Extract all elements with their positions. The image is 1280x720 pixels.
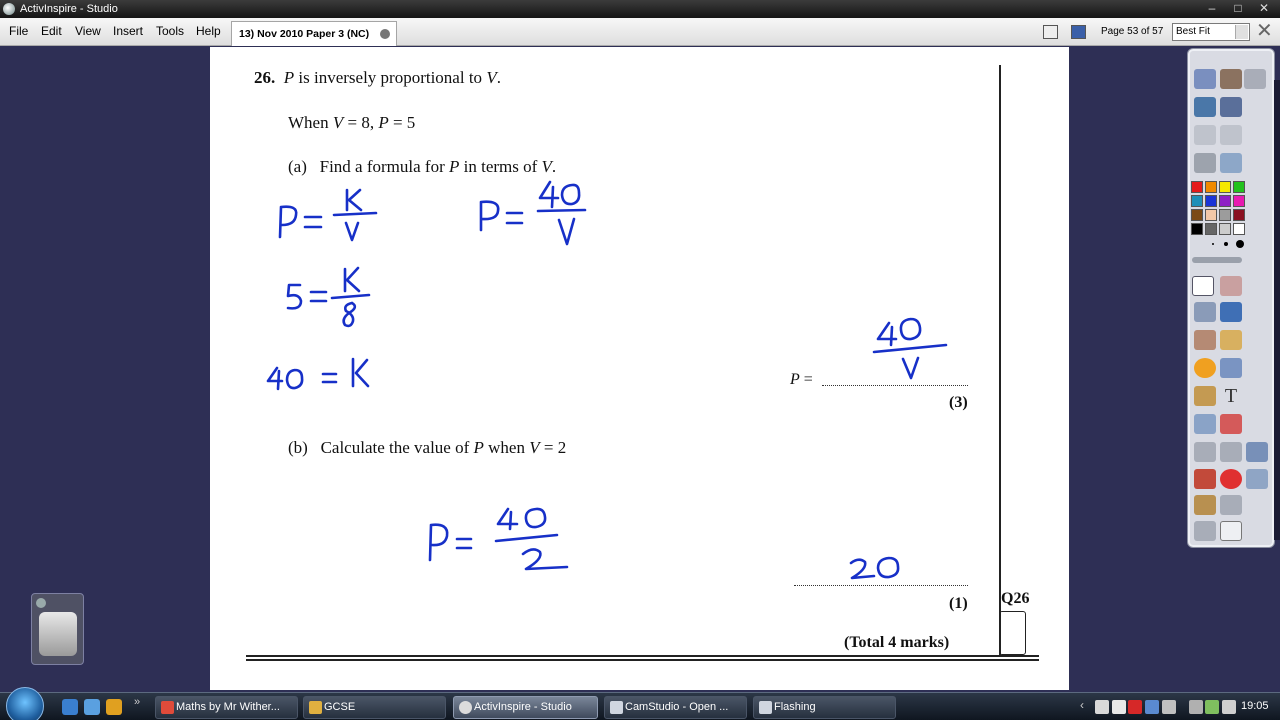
marks-b: (1) — [949, 595, 968, 612]
stem-var-p: P — [283, 68, 295, 87]
taskbar-clock[interactable]: 19:05 — [1241, 700, 1269, 712]
eraser-icon[interactable] — [1194, 330, 1216, 350]
part-a-text2: in terms of — [459, 157, 542, 176]
marks-a: (3) — [949, 394, 968, 411]
pin-icon[interactable] — [1220, 495, 1242, 515]
shape-tool-icon[interactable] — [1194, 358, 1216, 378]
magic-ink-icon[interactable] — [1220, 330, 1242, 350]
given-end: = 5 — [388, 113, 416, 132]
text-tool-icon[interactable]: T — [1224, 385, 1238, 407]
menu-insert[interactable]: Insert — [113, 24, 144, 38]
delete-icon[interactable] — [1220, 469, 1242, 489]
color-swatch-black[interactable] — [1191, 223, 1203, 235]
flipchart-page — [210, 47, 1069, 690]
browsers-icon[interactable] — [1220, 69, 1242, 89]
handwriting-b-working — [430, 509, 567, 569]
document-tab[interactable] — [231, 21, 397, 46]
trash-pin-icon — [36, 598, 46, 608]
part-b-end: = 2 — [539, 438, 567, 457]
part-b-label: (b) — [288, 438, 308, 457]
task-label: CamStudio - Open ... — [625, 701, 729, 713]
maximize-button[interactable]: □ — [1234, 1, 1242, 15]
part-b-var-p: P — [473, 438, 484, 457]
menu-bar — [0, 18, 1280, 46]
menu-view[interactable]: View — [75, 24, 101, 38]
answer-a-eq: = — [799, 371, 813, 388]
undo-toolbox-icon[interactable] — [1194, 442, 1216, 462]
color-swatch-blue[interactable] — [1205, 195, 1217, 207]
windows-taskbar — [0, 692, 1280, 720]
connector-tool-icon[interactable] — [1220, 358, 1242, 378]
main-menu-icon[interactable] — [1194, 69, 1216, 89]
menu-tools[interactable]: Tools — [156, 24, 185, 38]
part-a-text: Find a formula for — [319, 157, 449, 176]
window-title: ActivInspire - Studio — [20, 3, 118, 15]
page-trash-widget[interactable] — [31, 593, 84, 665]
chevron-down-icon — [1235, 25, 1248, 39]
camstudio-icon — [610, 701, 623, 714]
given-mid: = 8, — [343, 113, 379, 132]
stem-text: is inversely proportional to — [294, 68, 487, 87]
color-swatch-white[interactable] — [1233, 223, 1245, 235]
edge-scrollbar[interactable] — [1274, 80, 1280, 540]
color-swatch-red[interactable] — [1191, 181, 1203, 193]
close-document-icon[interactable]: ✕ — [1256, 20, 1273, 42]
color-swatch-brown[interactable] — [1191, 209, 1203, 221]
marker-icon[interactable] — [1220, 302, 1242, 322]
given-var-v: V — [332, 113, 344, 132]
tray-battery-icon[interactable] — [1205, 700, 1219, 714]
clear-icon[interactable] — [1194, 469, 1216, 489]
copy-icon[interactable] — [1220, 521, 1242, 541]
handwriting-a-line3 — [268, 359, 368, 389]
tray-expand-icon[interactable]: ‹ — [1080, 698, 1084, 712]
tab-close-icon[interactable] — [380, 29, 390, 39]
flipchart-icon[interactable] — [1071, 25, 1086, 39]
trash-bin-icon — [39, 612, 77, 656]
redo-toolbox-icon[interactable] — [1220, 442, 1242, 462]
desktop-annotate-icon[interactable] — [1194, 97, 1216, 117]
dual-user-icon[interactable] — [1194, 495, 1216, 515]
handwriting-b-answer — [851, 558, 898, 578]
tray-display-icon[interactable] — [1095, 700, 1109, 714]
reset-page-icon[interactable] — [1220, 153, 1242, 173]
page-indicator: Page 53 of 57 — [1101, 26, 1164, 37]
menu-edit[interactable]: Edit — [41, 24, 62, 38]
task-button-activinspire[interactable] — [453, 696, 598, 719]
page-view-icon[interactable] — [1043, 25, 1058, 39]
document-tab-label: 13) Nov 2010 Paper 3 (NC) — [239, 28, 370, 40]
tray-volume-icon[interactable] — [1222, 700, 1236, 714]
part-a-label: (a) — [288, 157, 307, 176]
select-tool-icon[interactable] — [1192, 276, 1214, 296]
next-page-icon[interactable] — [1220, 125, 1242, 145]
part-a-var-v: V — [541, 157, 552, 176]
handwriting-a-line1-left — [280, 190, 376, 240]
minimize-button[interactable]: ‒ — [1208, 1, 1216, 15]
pen-width-dots[interactable] — [1208, 239, 1248, 249]
undo-icon[interactable] — [1244, 69, 1266, 89]
color-swatch-orange[interactable] — [1205, 181, 1217, 193]
tray-font-icon[interactable] — [1112, 700, 1126, 714]
overflow-chevron-icon[interactable]: » — [134, 696, 141, 708]
task-button-flashing[interactable] — [753, 696, 896, 719]
highlighter-icon[interactable] — [1194, 302, 1216, 322]
play-icon[interactable] — [1194, 153, 1216, 173]
task-label: Maths by Mr Wither... — [176, 701, 280, 713]
color-swatch-pink[interactable] — [1233, 195, 1245, 207]
spotlight-icon[interactable] — [1220, 414, 1242, 434]
handwriting-a-line1-right — [481, 182, 585, 244]
handwriting-recognition-icon[interactable] — [1194, 521, 1216, 541]
stem-var-v: V — [486, 68, 497, 87]
screen-shade-icon[interactable] — [1246, 469, 1268, 489]
part-a-var-p: P — [448, 157, 460, 176]
folder-icon — [309, 701, 322, 714]
tray-printer-icon[interactable] — [1162, 700, 1176, 714]
task-label: GCSE — [324, 701, 356, 713]
color-swatch-skin[interactable] — [1205, 209, 1217, 221]
color-swatch-yellow[interactable] — [1219, 181, 1231, 193]
pen-tool-icon[interactable] — [1220, 276, 1242, 296]
menu-help[interactable]: Help — [196, 24, 221, 38]
given-var-p: P — [378, 113, 389, 132]
handwriting-layer — [210, 47, 1069, 690]
pen-width-slider[interactable] — [1192, 257, 1242, 263]
task-label: Flashing — [774, 701, 816, 713]
task-button-chrome[interactable] — [155, 696, 298, 719]
task-button-gcse[interactable] — [303, 696, 446, 719]
window-icon — [759, 701, 772, 714]
given-text: When — [288, 113, 333, 132]
color-swatch-maroon[interactable] — [1233, 209, 1245, 221]
tray-network-icon[interactable] — [1189, 700, 1203, 714]
color-swatch-teal[interactable] — [1191, 195, 1203, 207]
stem-end: . — [496, 68, 501, 87]
activinspire-toolbox — [1187, 48, 1275, 548]
answer-a-var-p: P — [790, 371, 800, 388]
activinspire-app-icon — [3, 3, 15, 15]
desktop-tools-icon[interactable] — [1220, 97, 1242, 117]
part-b-var-v: V — [529, 438, 540, 457]
part-a-end: . — [551, 157, 557, 176]
menu-file[interactable]: File — [9, 24, 29, 38]
tray-usb-icon[interactable] — [1145, 700, 1159, 714]
total-marks: (Total 4 marks) — [844, 634, 950, 651]
color-swatch-grey[interactable] — [1219, 209, 1231, 221]
handwriting-a-line2 — [288, 268, 369, 326]
question-label: Q26 — [1001, 590, 1030, 607]
show-desktop-icon[interactable] — [62, 699, 78, 715]
revealer-icon[interactable] — [1194, 414, 1216, 434]
color-swatch-darkgrey[interactable] — [1205, 223, 1217, 235]
task-button-camstudio[interactable] — [604, 696, 747, 719]
close-window-button[interactable]: ✕ — [1258, 1, 1270, 15]
fill-tool-icon[interactable] — [1194, 386, 1216, 406]
previous-page-icon[interactable] — [1194, 125, 1216, 145]
zoom-select[interactable] — [1172, 23, 1250, 41]
zoom-value: Best Fit — [1176, 26, 1210, 37]
quicklaunch-folder-icon[interactable] — [106, 699, 122, 715]
color-swatch-green[interactable] — [1233, 181, 1245, 193]
task-label: ActivInspire - Studio — [474, 701, 572, 713]
quicklaunch-ie-icon[interactable] — [84, 699, 100, 715]
color-swatch-purple[interactable] — [1219, 195, 1231, 207]
part-b-text: Calculate the value of — [320, 438, 474, 457]
color-swatch-lightgrey[interactable] — [1219, 223, 1231, 235]
camera-icon[interactable] — [1246, 442, 1268, 462]
handwriting-a-answer — [874, 319, 946, 378]
chrome-icon — [161, 701, 174, 714]
part-b-text2: when — [483, 438, 530, 457]
activinspire-icon — [459, 701, 472, 714]
start-button[interactable] — [6, 687, 44, 720]
title-bar — [0, 0, 1280, 18]
tray-c-icon[interactable] — [1128, 700, 1142, 714]
question-number: 26. — [254, 68, 276, 87]
